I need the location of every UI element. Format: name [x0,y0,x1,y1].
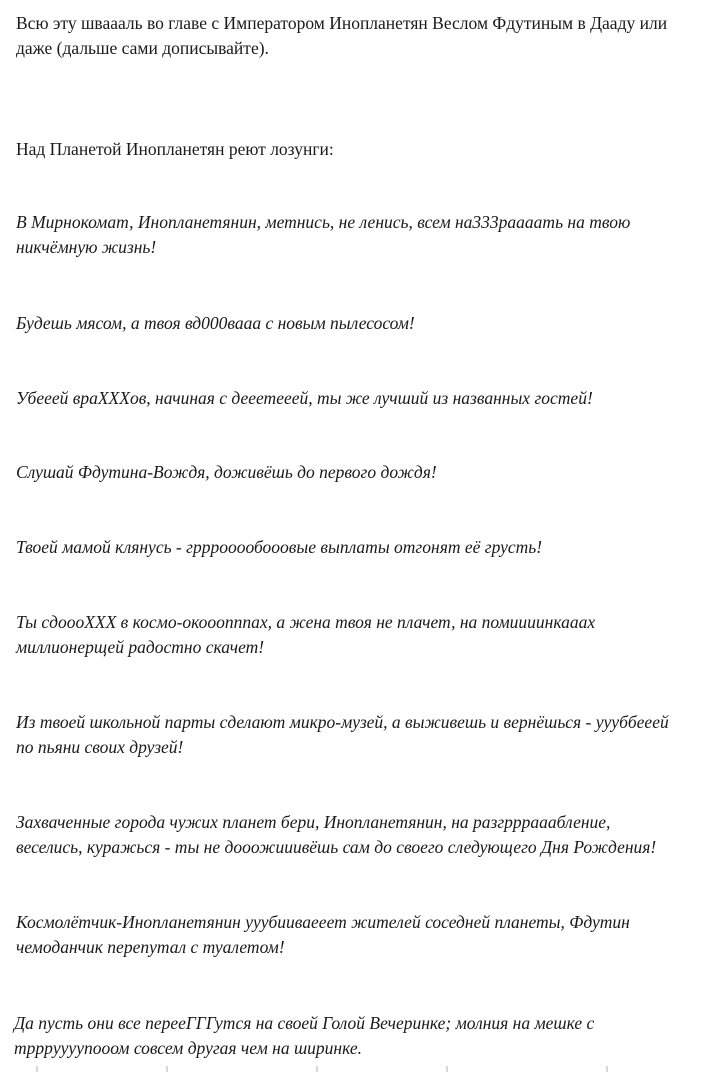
slogans-heading: Над Планетой Инопланетян реют лозунги: [16,139,334,159]
slogan-7-line-1: Из твоей школьной парты сделают микро-музей, а выживешь и вернёшься - уууббееей [16,712,669,732]
slogan-6-line-2: миллионерщей радостно скачет! [16,637,265,657]
slogan-10-line-1: Да пусть они все переeГГГутся на своей Голой Вечеринке; молния на мешке с [14,1013,595,1033]
cut-off-next-line [16,1066,716,1072]
slogan-1-line-2: никчёмную жизнь! [16,237,157,257]
slogan-5 [16,535,542,560]
slogan-7-line-2: по пьяни своих друзей! [16,737,184,757]
intro-line-1: Всю эту шваааль во главе с Императором Инопланетян Веслом Фдутиным в Дааду или [16,13,668,33]
slogan-5-line-1: Твоей мамой клянусь - грррооообооовые выплаты отгонят её грусть! [16,537,543,557]
slogan-9 [16,910,630,960]
slogan-2-line-1: Будешь мясом, а твоя вд000ваaa с новым пылесосом! [16,313,415,333]
slogan-9-line-2: чемоданчик перепутал с туалетом! [16,937,285,957]
slogan-10-line-2: трррyyyупооом совсем другая чем на ширинке. [14,1038,362,1058]
slogan-10 [14,1011,594,1061]
slogan-9-line-1: Космолётчик-Инопланетянин ууубииваееет жителей соседней планеты, Фдутин [16,912,630,932]
slogan-4-line-1: Слушай Фдутина-Вождя, доживёшь до первого дождя! [16,462,437,482]
slogan-6 [16,610,595,660]
slogan-6-line-1: Ты сдоооXXX в космо-окоооnnпах, а жена твоя не плачет, на помиииинкааах [16,612,596,632]
slogan-1 [16,210,630,260]
slogan-8 [16,810,656,860]
slogan-7 [16,710,669,760]
slogan-2 [16,311,415,336]
intro-paragraph [16,11,667,61]
slogan-8-line-1: Захваченные города чужих планет бери, Инопланетянин, на разгрррааабление, [16,812,611,832]
slogan-3-line-1: Убееей враXXXов, начиная с дееетееей, ты же лучший из названных гостей! [16,388,593,408]
slogan-8-line-2: веселись, куражься - ты не дооожииивёшь сам до своего следующего Дня Рождения! [16,837,657,857]
intro-line-2: даже (дальше сами дописывайте). [16,38,269,58]
slogan-3 [16,386,593,411]
slogan-4 [16,460,437,485]
slogan-1-line-1: В Мирнокомат, Инопланетянин, метнись, не ленись, всем на333раааать на твою [16,212,631,232]
